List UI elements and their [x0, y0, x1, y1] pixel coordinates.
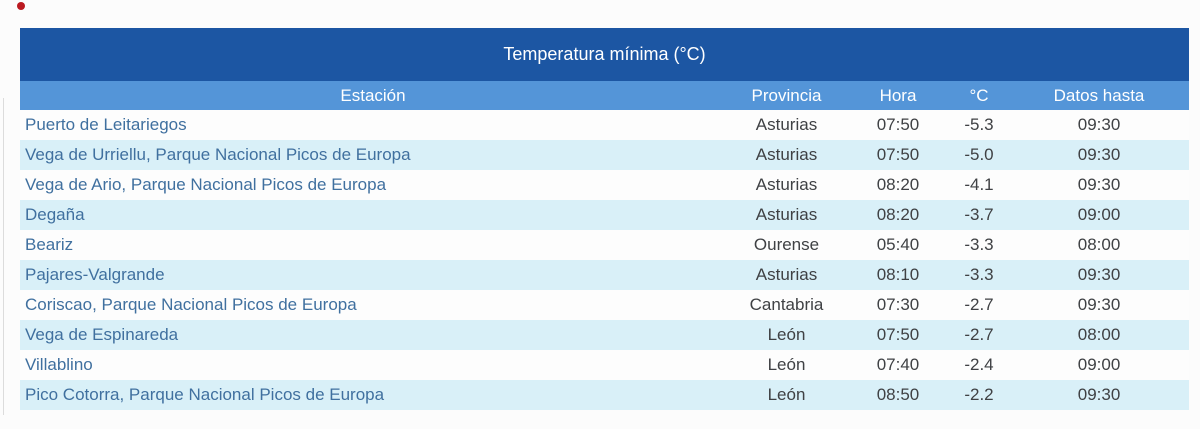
- red-bullet-icon: [17, 2, 25, 10]
- table-row: [20, 200, 1189, 230]
- cell-data_until: 08:00: [1009, 320, 1189, 350]
- cell-station: Vega de Espinareda: [20, 320, 726, 350]
- cell-province: Asturias: [726, 110, 847, 140]
- cell-temp: -2.2: [949, 380, 1009, 410]
- cell-province: León: [726, 380, 847, 410]
- table-row: [20, 260, 1189, 290]
- cell-temp: -5.3: [949, 110, 1009, 140]
- cell-temp: -2.7: [949, 320, 1009, 350]
- cell-province: Asturias: [726, 200, 847, 230]
- cell-province: Asturias: [726, 140, 847, 170]
- cell-station: Coriscao, Parque Nacional Picos de Europa: [20, 290, 726, 320]
- min-temperature-table: [20, 28, 1189, 410]
- column-header-hora: Hora: [847, 81, 949, 110]
- cell-data_until: 09:30: [1009, 380, 1189, 410]
- cell-data_until: 09:30: [1009, 140, 1189, 170]
- cell-temp: -5.0: [949, 140, 1009, 170]
- cell-station: Beariz: [20, 230, 726, 260]
- table-row: [20, 170, 1189, 200]
- cell-province: Ourense: [726, 230, 847, 260]
- cell-hour: 08:10: [847, 260, 949, 290]
- cell-hour: 07:50: [847, 110, 949, 140]
- cell-province: León: [726, 320, 847, 350]
- cell-station: Puerto de Leitariegos: [20, 110, 726, 140]
- cell-station: Vega de Ario, Parque Nacional Picos de Europa: [20, 170, 726, 200]
- cell-province: Cantabria: [726, 290, 847, 320]
- cell-temp: -4.1: [949, 170, 1009, 200]
- cell-hour: 08:50: [847, 380, 949, 410]
- table-row: [20, 140, 1189, 170]
- table-row: [20, 290, 1189, 320]
- cell-data_until: 09:00: [1009, 200, 1189, 230]
- cell-hour: 05:40: [847, 230, 949, 260]
- table-header-row: [20, 81, 1189, 110]
- column-header-grados: °C: [949, 81, 1009, 110]
- cell-data_until: 09:30: [1009, 290, 1189, 320]
- table-row: [20, 350, 1189, 380]
- table-row: [20, 380, 1189, 410]
- cell-station: Villablino: [20, 350, 726, 380]
- cell-data_until: 09:30: [1009, 170, 1189, 200]
- cell-temp: -3.3: [949, 260, 1009, 290]
- cell-temp: -3.3: [949, 230, 1009, 260]
- table-row: [20, 230, 1189, 260]
- cell-data_until: 09:30: [1009, 110, 1189, 140]
- cell-station: Pico Cotorra, Parque Nacional Picos de Europa: [20, 380, 726, 410]
- cell-hour: 07:50: [847, 140, 949, 170]
- table-row: [20, 110, 1189, 140]
- table-row: [20, 320, 1189, 350]
- cell-hour: 07:40: [847, 350, 949, 380]
- cell-data_until: 09:00: [1009, 350, 1189, 380]
- cell-station: Degaña: [20, 200, 726, 230]
- cell-hour: 07:30: [847, 290, 949, 320]
- cell-province: Asturias: [726, 260, 847, 290]
- cell-province: León: [726, 350, 847, 380]
- cell-station: Pajares-Valgrande: [20, 260, 726, 290]
- cell-temp: -3.7: [949, 200, 1009, 230]
- cell-province: Asturias: [726, 170, 847, 200]
- cell-hour: 08:20: [847, 200, 949, 230]
- cell-temp: -2.7: [949, 290, 1009, 320]
- cell-temp: -2.4: [949, 350, 1009, 380]
- table-title-row: [20, 28, 1189, 81]
- cell-hour: 08:20: [847, 170, 949, 200]
- table-title: Temperatura mínima (°C): [20, 28, 1189, 81]
- left-edge-line: [3, 98, 4, 415]
- column-header-estacion: Estación: [20, 81, 726, 110]
- column-header-provincia: Provincia: [726, 81, 847, 110]
- cell-data_until: 08:00: [1009, 230, 1189, 260]
- table-body: [20, 110, 1189, 410]
- cell-hour: 07:50: [847, 320, 949, 350]
- cell-data_until: 09:30: [1009, 260, 1189, 290]
- column-header-datos-hasta: Datos hasta: [1009, 81, 1189, 110]
- cell-station: Vega de Urriellu, Parque Nacional Picos de Europa: [20, 140, 726, 170]
